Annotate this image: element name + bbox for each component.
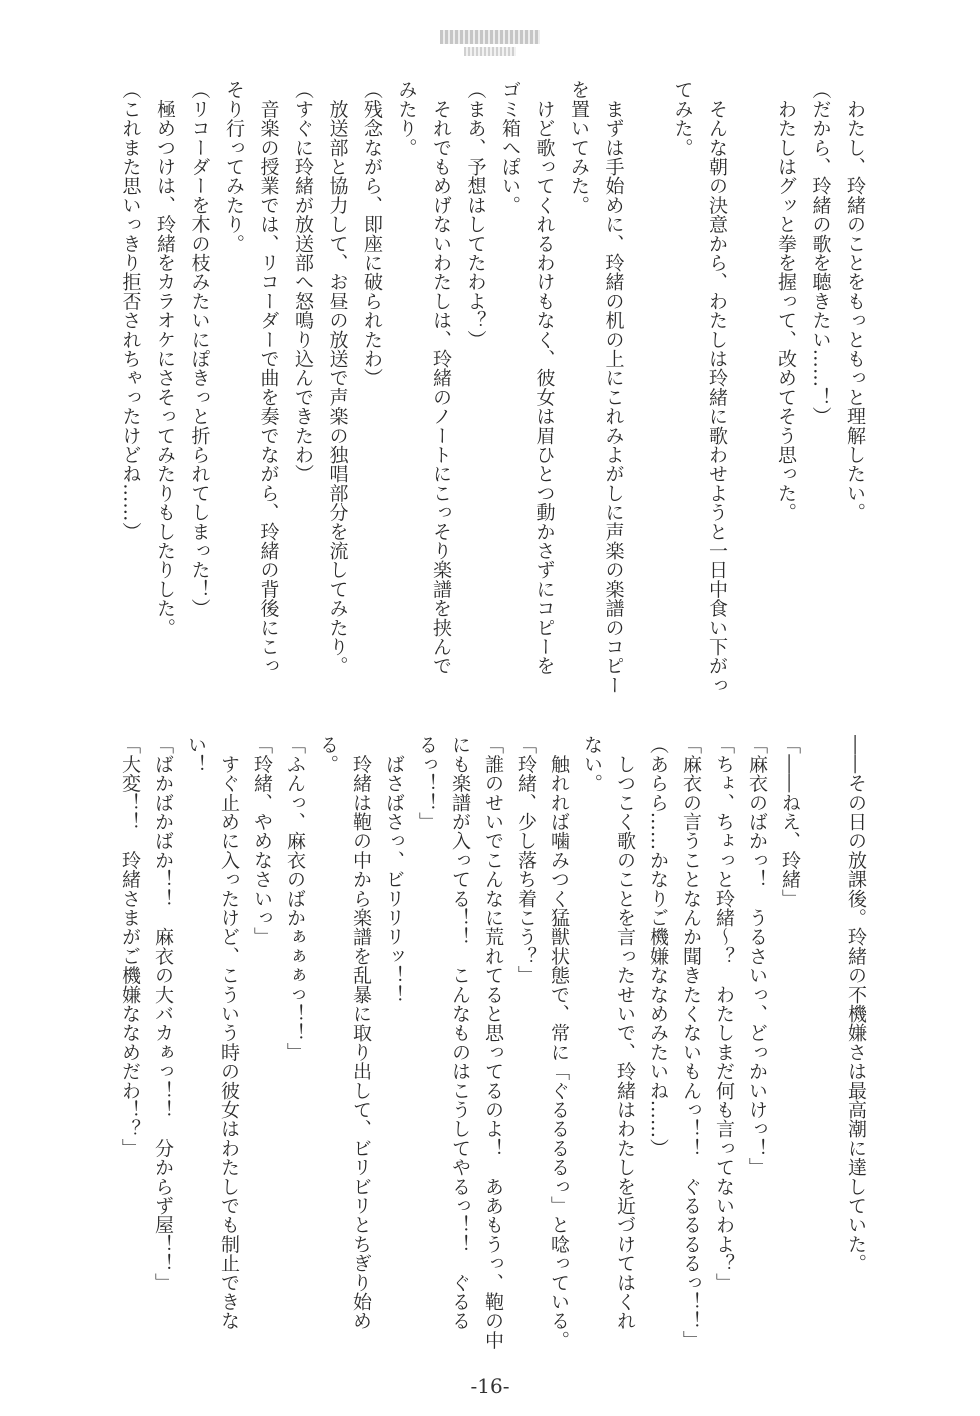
- blank-line: [806, 735, 839, 1355]
- text-line: を置いてみた。: [568, 80, 590, 215]
- text-line: けど歌ってくれるわけもなく、彼女は眉ひとつ動かさずにコピーを: [533, 80, 556, 676]
- text-line: 「ふんっ、麻衣のばかぁぁぁっ！！」: [284, 735, 306, 1062]
- text-line: ――その日の放課後。玲緒の不機嫌さは最高潮に達していた。: [845, 735, 867, 1273]
- lower-text-block: [113, 735, 872, 1355]
- text-line: 「ばかばかばか！！ 麻衣の大バカぁっ！！ 分からず屋！！」: [152, 735, 174, 1292]
- text-line: にも楽譜が入ってる！！ こんなものはこうしてやるっ！！ ぐるる: [449, 735, 471, 1331]
- text-line: ない。: [581, 735, 603, 793]
- text-line: まずは手始めに、玲緒の机の上にこれみよがしに声楽の楽譜のコピー: [602, 80, 625, 695]
- text-line: 「――ねえ、玲緒」: [779, 735, 801, 908]
- page-number: -16-: [470, 1374, 510, 1398]
- text-line: それでもめげないわたしは、玲緒のノートにこっそり楽譜を挟んで: [430, 80, 452, 676]
- text-line: 音楽の授業では、リコーダーで曲を奏でながら、玲緒の背後にこっ: [257, 80, 280, 676]
- text-line: 「誰のせいでこんなに荒れてると思ってるのよ！ ああもうっ、鞄の中: [482, 735, 504, 1350]
- header-logo: [440, 30, 540, 60]
- text-line: 「玲緒、やめなさいっ」: [251, 735, 273, 947]
- text-line: る。: [317, 735, 339, 774]
- text-line: （だから、玲緒の歌を聴きたい……！）: [809, 80, 832, 426]
- text-line: すぐ止めに入ったけど、こういう時の彼女はわたしでも制止できな: [218, 735, 240, 1331]
- text-line: そんな朝の決意から、わたしは玲緒に歌わせようと一日中食い下がっ: [706, 80, 728, 695]
- text-line: （リコーダーを木の枝みたいにぽきっと折られてしまった！）: [188, 80, 211, 618]
- text-line: い！: [185, 735, 207, 774]
- logo-subtitle-mark: [464, 47, 516, 56]
- upper-text-block: [113, 80, 872, 695]
- text-line: わたし、玲緒のことをもっともっと理解したい。: [844, 80, 866, 522]
- text-line: 「麻衣の言うことなんか聞きたくないもんっ！！ ぐるるるるっ！！」: [680, 735, 702, 1350]
- text-line: 極めつけは、玲緒をカラオケにさそってみたりもしたりした。: [154, 80, 176, 637]
- text-line: みたり。: [395, 80, 418, 157]
- text-line: 「麻衣のばかっ！ うるさいっ、どっかいけっ！」: [746, 735, 768, 1177]
- text-line: 「玲緒、少し落ち着こう？」: [515, 735, 537, 985]
- text-line: そり行ってみたり。: [223, 80, 245, 253]
- text-line: 「大変！！ 玲緒さまがご機嫌ななめだわ！？」: [119, 735, 141, 1158]
- text-line: るっ！！」: [416, 735, 438, 831]
- text-line: 「ちょ、ちょっと玲緒～？ わたしまだ何も言ってないわよ？」: [713, 735, 735, 1292]
- text-line: （すぐに玲緒が放送部へ怒鳴り込んできたわ）: [292, 80, 314, 484]
- text-line: （あらら……かなりご機嫌ななめみたいね……）: [647, 735, 669, 1158]
- text-line: （まあ、予想はしてたわよ？）: [464, 80, 487, 349]
- text-line: わたしはグッと拳を握って、改めてそう思った。: [775, 80, 797, 522]
- text-line: 触れれば噛みつく猛獣状態で、常に「ぐるるるるっ」と唸っている。: [548, 735, 570, 1350]
- text-line: ばさばさっ、ビリリリッ！！: [383, 735, 405, 1004]
- text-line: 玲緒は鞄の中から楽譜を乱暴に取り出して、ビリビリとちぎり始め: [350, 735, 372, 1331]
- logo-title-mark: [440, 30, 540, 44]
- text-line: 放送部と協力して、お昼の放送で声楽の独唱部分を流してみたり。: [326, 80, 349, 676]
- text-line: しつこく歌のことを言ったせいで、玲緒はわたしを近づけてはくれ: [614, 735, 636, 1331]
- text-line: （これまた思いっきり拒否されちゃったけどね……）: [119, 80, 142, 541]
- text-line: てみた。: [671, 80, 694, 157]
- blank-line: [734, 80, 769, 690]
- text-line: ゴミ箱へぽい。: [499, 80, 521, 215]
- text-line: （残念ながら、即座に破られたわ）: [361, 80, 383, 388]
- blank-line: [631, 80, 666, 690]
